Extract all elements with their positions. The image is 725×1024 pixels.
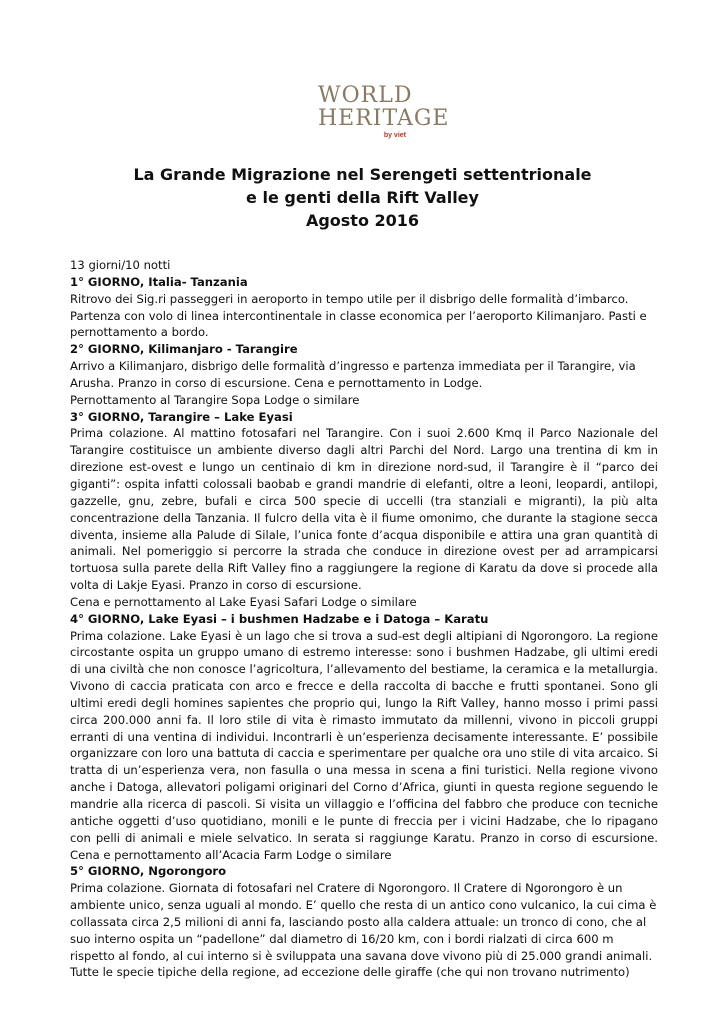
title-line-1: La Grande Migrazione nel Serengeti settentrionale [133,165,592,184]
title-line-3: Agosto 2016 [305,211,420,230]
day-2-heading: 2° GIORNO, Kilimanjaro - Tarangire [70,342,298,357]
itinerary-body [70,257,658,981]
title-line-2: e le genti della Rift Valley [246,188,479,207]
logo-line-2: HERITAGE [318,106,450,131]
logo-line-1: WORLD [318,83,413,108]
day-3-text: Prima colazione. Al mattino fotosafari nel Tarangire. Con i suoi 2.600 Kmq il Parco Nazionale del Tarangire costituisce un ambiente diverso dagli altri Parchi del Nord. Largo una trentina di km in direzione est-ovest e lungo un centinaio di km in direzione nord-sud, il Tarangire è il “parco dei giganti”: ospita infatti colossali baobab e grandi mandrie di elefanti, oltre a leoni, leopardi, antilopi, gazzelle, gnu, zebre, bufali e circa 500 specie di uccelli (tra stanziali e migranti), la più alta concentrazione della Tanzania. Il fulcro della vita è il fiume omonimo, che durante la stagione secca diventa, insieme alla Palude di Silale, l’unica fonte d’acqua disponibile e attira una gran quantità di animali. Nel pomeriggio si percorre la strada che conduce in direzione ovest per ad arrampicarsi tortuosa sulla parete della Rift Valley fino a raggiungere la regione di Karatu da dove si procede alla volta di Lakje Eyasi. Pranzo in corso di escursione. [70,426,658,593]
day-1-heading: 1° GIORNO, Italia- Tanzania [70,274,248,289]
day-3-heading: 3° GIORNO, Tarangire – Lake Eyasi [70,409,293,424]
day-5-text: Prima colazione. Giornata di fotosafari nel Cratere di Ngorongoro. Il Cratere di Ngorongoro è un ambiente unico, senza uguali al mondo. E’ quello che resta di un antico cono vulcanico, la cui cima è collassata circa 2,5 milioni di anni fa, lasciando posto alla caldera attuale: un tronco di cono, che al suo interno ospita un “padellone” dal diametro di 16/20 km, con i bordi rialzati di circa 600 m rispetto al fondo, al cui interno si è sviluppata una savana dove vivono più di 25.000 grandi animali. Tutte le specie tipiche della regione, ad eccezione delle giraffe (che qui non trovano nutrimento) [70,881,657,980]
day-1-text: Ritrovo dei Sig.ri passeggeri in aeroporto in tempo utile per il disbrigo delle formalità d’imbarco. Partenza con volo di linea intercontinentale in classe economica per l’aeroporto Kilimanjaro. Pasti e pernottamento a bordo. [70,291,647,340]
day-2-lodge: Pernottamento al Tarangire Sopa Lodge o similare [70,392,360,407]
day-2-text: Arrivo a Kilimanjaro, disbrigo delle formalità d’ingresso e partenza immediata per il Tarangire, via Arusha. Pranzo in corso di escursione. Cena e pernottamento in Lodge. [70,359,636,390]
day-3-lodge: Cena e pernottamento al Lake Eyasi Safari Lodge o similare [70,594,417,609]
logo-sub: by viet [383,132,406,139]
world-heritage-logo [318,83,450,146]
document-title [0,163,725,232]
intro-text: 13 giorni/10 notti [70,258,171,272]
day-4-text: Prima colazione. Lake Eyasi è un lago che si trova a sud-est degli altipiani di Ngorongoro. La regione circostante ospita un gruppo umano di estremo interesse: sono i bushmen Hadzabe, gli ultimi eredi di una civiltà che non conosce l’agricoltura, l’allevamento del bestiame, la ceramica e la metallurgia. Vivono di caccia praticata con arco e frecce e della raccolta di bacche e frutti spontanei. Sono gli ultimi eredi degli homines sapientes che proprio qui, lungo la Rift Valley, hanno mosso i primi passi circa 200.000 anni fa. Il loro stile di vita è rimasto immutato da millenni, vivono in piccoli gruppi erranti di una ventina di individui. Incontrarli è un’esperienza decisamente interessante. E’ possibile organizzare con loro una battuta di caccia e sperimentare per qualche ora uno stile di vita arcaico. Si tratta di un’esperienza vera, non fasulla o una messa in scena a fini turistici. Nella regione vivono anche i Datoga, allevatori poligami originari del Corno d’Africa, giunti in questa regione seguendo le mandrie alla ricerca di pascoli. Si visita un villaggio e l’officina del fabbro che produce con tecniche antiche oggetti d’uso quotidiano, monili e le punte di freccia per i vicini Hadzabe, che lo ripagano con pelli di animali e miele selvatico. In serata si raggiunge Karatu. Pranzo in corso di escursione. Cena e pernottamento all’Acacia Farm Lodge o similare [70,628,658,862]
day-4-heading: 4° GIORNO, Lake Eyasi – i bushmen Hadzabe e i Datoga – Karatu [70,611,489,626]
day-5-heading: 5° GIORNO, Ngorongoro [70,864,227,879]
